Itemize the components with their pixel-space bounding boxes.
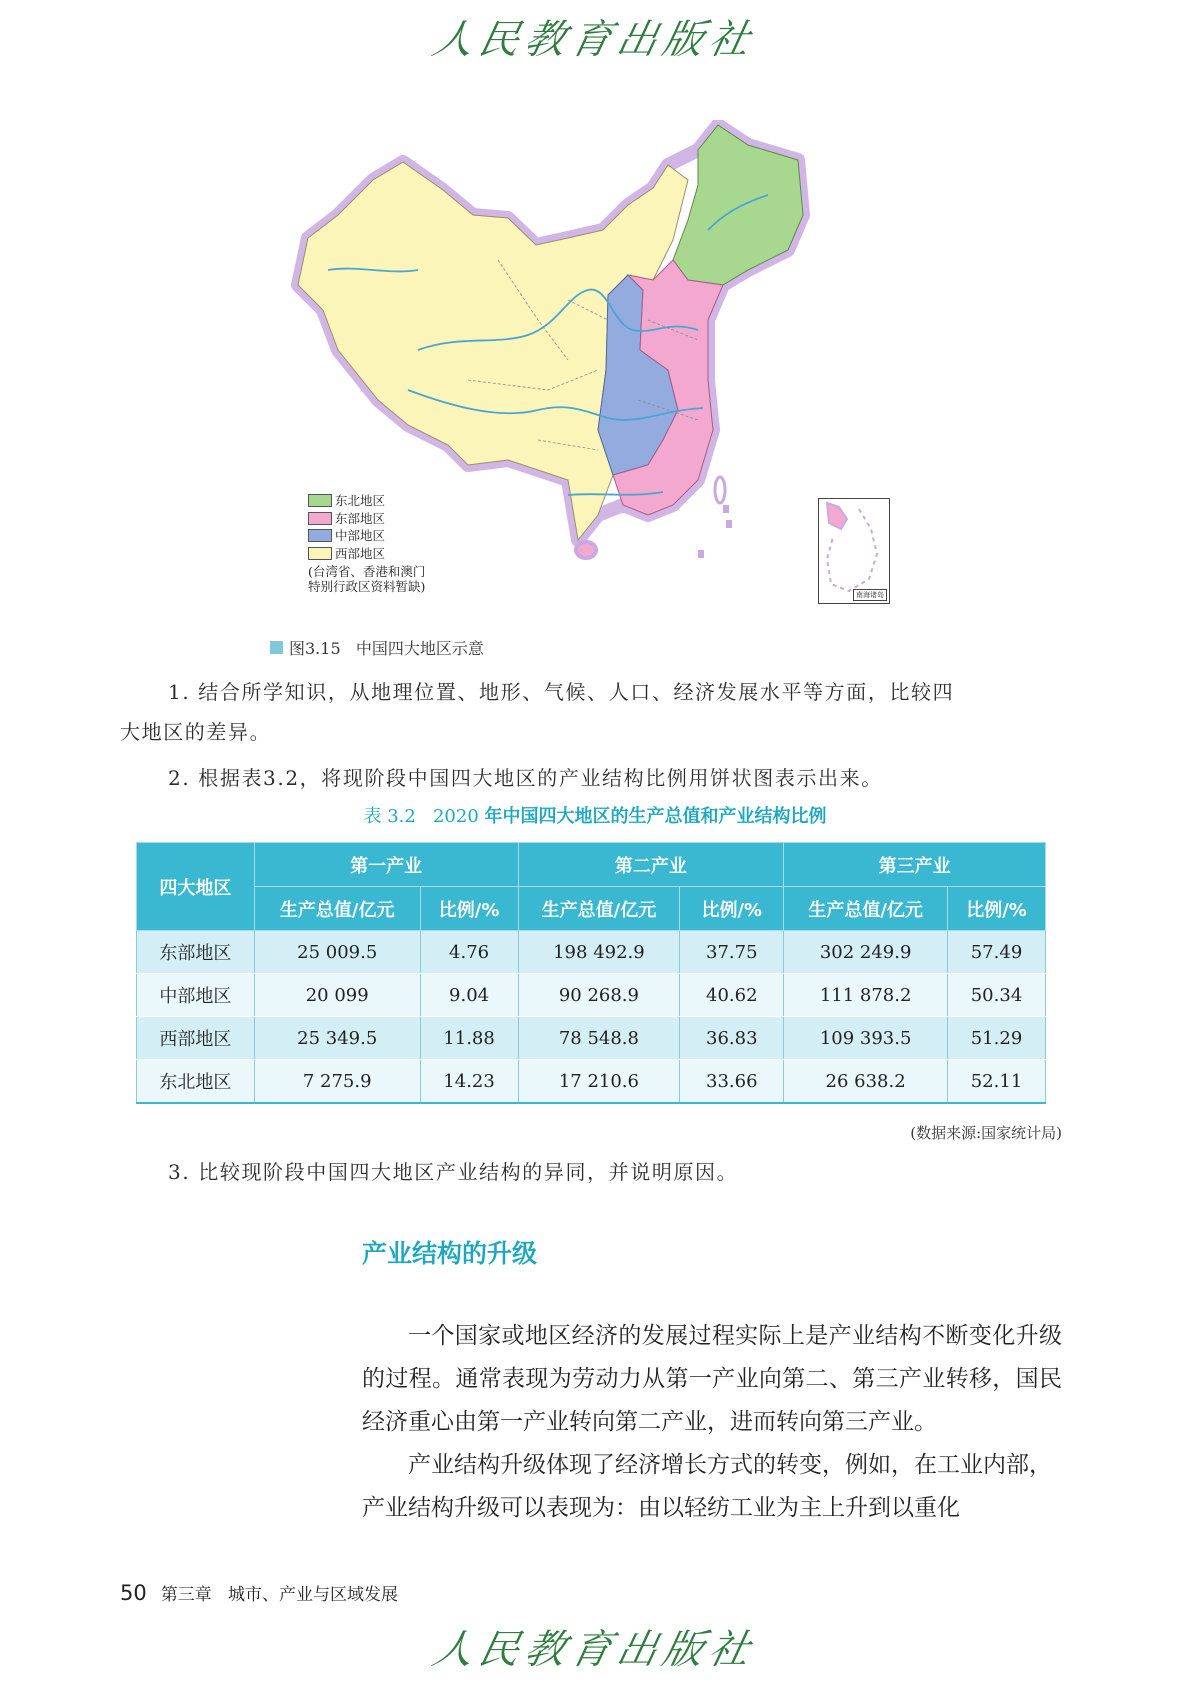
header-region: 四大地区 <box>137 843 255 931</box>
cell-region: 中部地区 <box>137 974 255 1017</box>
cell: 51.29 <box>948 1017 1046 1060</box>
publisher-logo-top: 人民教育出版社 <box>428 17 761 63</box>
subheader-value: 生产总值/亿元 <box>784 887 948 931</box>
chapter-title: 第三章 城市、产业与区域发展 <box>160 1585 398 1605</box>
header-primary: 第一产业 <box>254 843 518 887</box>
legend-note <box>308 564 425 594</box>
caption-marker <box>270 641 283 654</box>
question-2: 2. 根据表3.2，将现阶段中国四大地区的产业结构比例用饼状图表示出来。 <box>168 766 883 790</box>
table-source: (数据来源:国家统计局) <box>910 1124 1062 1142</box>
cell: 302 249.9 <box>784 931 948 974</box>
page-footer <box>120 1580 398 1605</box>
cell: 25 009.5 <box>254 931 420 974</box>
legend-item-northeast <box>308 492 425 510</box>
table-title-number: 表 3.2 2020 <box>363 806 485 827</box>
table-row <box>137 1017 1046 1060</box>
question-1-line-1: 1. 结合所学知识，从地理位置、地形、气候、人口、经济发展水平等方面，比较四 <box>168 680 955 704</box>
south-sea-inset <box>818 498 890 604</box>
section-title: 产业结构的升级 <box>362 1239 538 1268</box>
page-number: 50 <box>120 1581 147 1605</box>
table-title-text: 年中国四大地区的生产总值和产业结构比例 <box>484 806 827 827</box>
cell: 26 638.2 <box>784 1060 948 1104</box>
question-1-line-2: 大地区的差异。 <box>120 720 272 744</box>
cell: 33.66 <box>680 1060 784 1104</box>
legend-label: 东北地区 <box>335 493 386 508</box>
cell: 109 393.5 <box>784 1017 948 1060</box>
subheader-value: 生产总值/亿元 <box>518 887 680 931</box>
cell: 14.23 <box>420 1060 518 1104</box>
cell: 90 268.9 <box>518 974 680 1017</box>
inset-label: 南海诸岛 <box>853 589 887 601</box>
cell: 57.49 <box>948 931 1046 974</box>
cell: 40.62 <box>680 974 784 1017</box>
table-row <box>137 1060 1046 1104</box>
cell: 7 275.9 <box>254 1060 420 1104</box>
taiwan-island <box>715 477 725 503</box>
map-legend <box>308 492 425 594</box>
legend-swatch <box>308 547 332 560</box>
cell: 52.11 <box>948 1060 1046 1104</box>
legend-label: 中部地区 <box>335 528 386 543</box>
inset-graphic <box>819 499 889 603</box>
paragraph-2 <box>362 1444 1062 1530</box>
table-header-row <box>137 843 1046 887</box>
paragraph-1 <box>362 1315 1062 1444</box>
sea-islands <box>698 505 732 558</box>
subheader-ratio: 比例/% <box>948 887 1046 931</box>
cell: 25 349.5 <box>254 1017 420 1060</box>
table-row <box>137 974 1046 1017</box>
cell: 9.04 <box>420 974 518 1017</box>
cell: 4.76 <box>420 931 518 974</box>
cell: 78 548.8 <box>518 1017 680 1060</box>
cell: 111 878.2 <box>784 974 948 1017</box>
subheader-ratio: 比例/% <box>420 887 518 931</box>
header-secondary: 第二产业 <box>518 843 784 887</box>
subheader-value: 生产总值/亿元 <box>254 887 420 931</box>
table-subheader-row <box>137 887 1046 931</box>
legend-note-line2: 特别行政区资料暂缺) <box>308 579 426 594</box>
cell: 17 210.6 <box>518 1060 680 1104</box>
cell: 198 492.9 <box>518 931 680 974</box>
figure-caption-text: 图3.15 中国四大地区示意 <box>289 639 484 658</box>
cell: 11.88 <box>420 1017 518 1060</box>
table-row <box>137 931 1046 974</box>
legend-item-central <box>308 527 425 545</box>
cell-region: 东部地区 <box>137 931 255 974</box>
legend-label: 西部地区 <box>335 545 386 561</box>
hainan-island <box>576 542 596 558</box>
legend-note-line1: (台湾省、香港和澳门 <box>308 564 426 579</box>
cell-region: 东北地区 <box>137 1060 255 1104</box>
legend-swatch <box>308 529 332 542</box>
cell: 37.75 <box>680 931 784 974</box>
cell: 36.83 <box>680 1017 784 1060</box>
legend-item-west <box>308 545 425 563</box>
paragraph-2-text: 产业结构升级体现了经济增长方式的转变，例如，在工业内部，产业结构升级可以表现为：由以轻纺工业为主上升到以重化 <box>362 1452 1052 1521</box>
legend-swatch <box>308 512 332 525</box>
header-tertiary: 第三产业 <box>784 843 1046 887</box>
legend-item-east <box>308 510 425 528</box>
paragraph-1-text: 一个国家或地区经济的发展过程实际上是产业结构不断变化升级的过程。通常表现为劳动力从第一产业向第二、第三产业转移，国民经济重心由第一产业转向第二产业，进而转向第三产业。 <box>362 1323 1062 1435</box>
cell: 50.34 <box>948 974 1046 1017</box>
figure-caption <box>270 636 484 659</box>
region-industry-table <box>136 842 1046 1104</box>
legend-swatch <box>308 494 332 507</box>
legend-label: 东部地区 <box>335 510 386 526</box>
publisher-logo-bottom: 人民教育出版社 <box>428 1627 761 1673</box>
cell-region: 西部地区 <box>137 1017 255 1060</box>
table-title <box>0 802 1190 828</box>
question-3: 3. 比较现阶段中国四大地区产业结构的异同，并说明原因。 <box>168 1160 739 1184</box>
subheader-ratio: 比例/% <box>680 887 784 931</box>
cell: 20 099 <box>254 974 420 1017</box>
